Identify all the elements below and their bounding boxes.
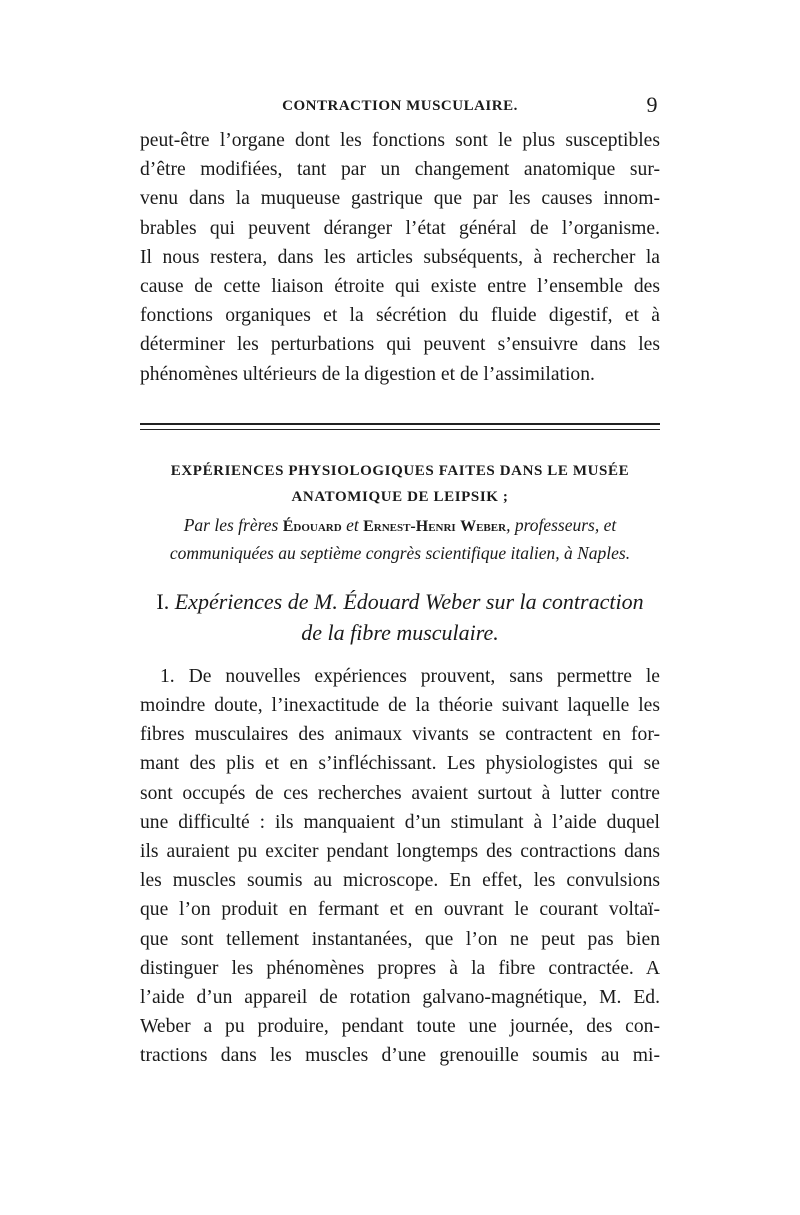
byline-line [140, 512, 660, 540]
text-line: ils auraient pu exciter pendant longtemps des contractions dans [140, 841, 660, 863]
section-heading [140, 458, 660, 510]
text-line: mant des plis et en s’infléchissant. Les physiologistes qui se [140, 753, 660, 775]
part-title-line: de la fibre musculaire. [301, 619, 499, 645]
author-second-name: Ernest-Henri [363, 517, 456, 535]
text-line: brables qui peuvent déranger l’état général de l’organisme. [140, 217, 660, 239]
byline [140, 512, 660, 566]
text-line: tractions dans les muscles d’une grenouille soumis au mi- [140, 1045, 660, 1067]
running-title: CONTRACTION MUSCULAIRE. [282, 98, 518, 114]
text-line: distinguer les phénomènes propres à la fibre contractée. A [140, 957, 660, 979]
author-surname: Weber [460, 517, 507, 535]
part-title-text: Expériences de M. Édouard Weber sur la contraction [169, 588, 644, 614]
text-line: cause de cette liaison étroite qui existe entre l’ensemble des [140, 276, 660, 298]
text-line: déterminer les perturbations qui peuvent s’ensuivre dans les [140, 334, 660, 356]
text-line: Weber a pu produire, pendant toute une journée, des con- [140, 1016, 660, 1038]
text-line: l’aide d’un appareil de rotation galvano-magnétique, M. Ed. [140, 987, 660, 1009]
part-title-line [140, 586, 660, 617]
text-line: que sont tellement instantanées, que l’on ne peut pas bien [140, 928, 660, 950]
text-line: les muscles soumis au microscope. En effet, les convulsions [140, 870, 660, 892]
section-divider [140, 423, 660, 430]
text-line: que l’on produit en fermant et en ouvrant le courant voltaï- [140, 899, 660, 921]
part-number: I. [156, 588, 170, 614]
byline-suffix: , professeurs, et [506, 514, 617, 535]
text-line: fonctions organiques et la sécrétion du fluide digestif, et à [140, 305, 660, 327]
part-title [140, 586, 660, 648]
running-head [140, 92, 660, 122]
text-line: fibres musculaires des animaux vivants se contractent en for- [140, 724, 660, 746]
section-heading-line: EXPÉRIENCES PHYSIOLOGIQUES FAITES DANS LE MUSÉE [170, 462, 630, 479]
text-line: sont occupés de ces recherches avaient surtout à lutter contre [140, 782, 660, 804]
text-line: peut-être l’organe dont les fonctions sont le plus susceptibles [140, 130, 660, 151]
author-first-name: Édouard [282, 517, 342, 535]
body-paragraph [140, 662, 660, 1071]
intro-paragraph [140, 126, 660, 389]
text-line: une difficulté : ils manquaient d’un stimulant à l’aide duquel [140, 811, 660, 833]
text-line: d’être modifiées, tant par un changement anatomique sur- [140, 159, 660, 181]
text-line: moindre doute, l’inexactitude de la théorie suivant laquelle les [140, 695, 660, 717]
book-page [140, 92, 660, 1071]
byline-prefix: Par les frères [183, 514, 283, 535]
text-line: phénomènes ultérieurs de la digestion et de l’assimilation. [140, 363, 595, 385]
text-line: 1. De nouvelles expériences prouvent, sans permettre le [160, 665, 660, 687]
text-line: venu dans la muqueuse gastrique que par les causes innom- [140, 188, 660, 210]
byline-conjunction: et [341, 514, 364, 535]
section-heading-line: ANATOMIQUE DE LEIPSIK ; [291, 488, 509, 505]
text-line: Il nous restera, dans les articles subséquents, à rechercher la [140, 246, 660, 268]
byline-line: communiquées au septième congrès scientifique italien, à Naples. [169, 542, 631, 563]
page-number: 9 [646, 92, 658, 117]
